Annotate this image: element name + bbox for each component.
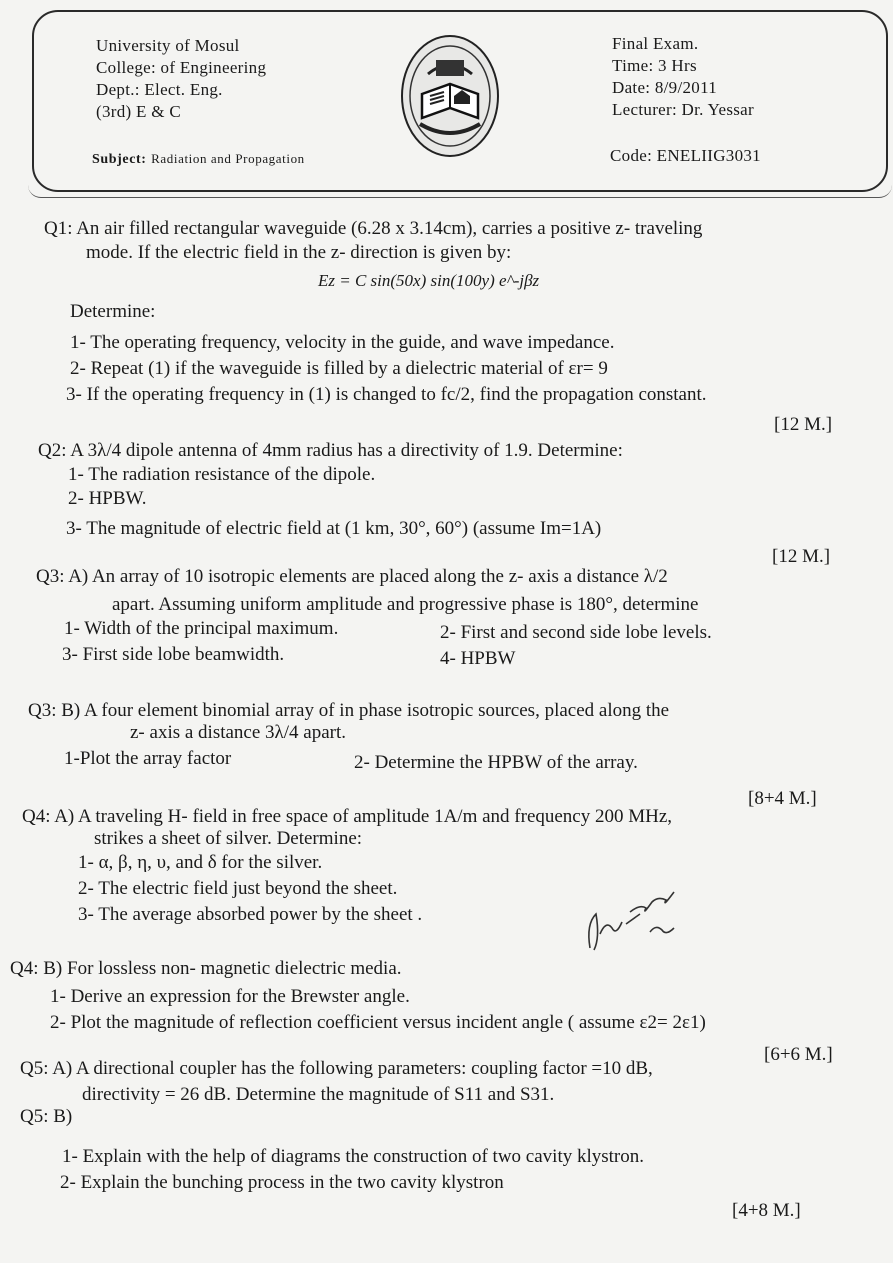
q5b-label: Q5: B)	[20, 1106, 73, 1127]
q1-determine: Determine:	[70, 301, 156, 322]
q1-marks: [12 M.]	[774, 414, 833, 435]
q5b-item-1: 1- Explain with the help of diagrams the construction of two cavity klystron.	[62, 1146, 645, 1167]
q3b-item-1: 1-Plot the array factor	[64, 748, 232, 769]
q3b-line2: z- axis a distance 3λ/4 apart.	[130, 722, 347, 743]
q4a-item-3: 3- The average absorbed power by the sheet .	[78, 904, 423, 925]
college-name: College: of Engineering	[96, 58, 267, 77]
q1-item-2: 2- Repeat (1) if the waveguide is filled by a dielectric material of εr= 9	[70, 358, 608, 379]
exam-time: Time: 3 Hrs	[612, 56, 697, 75]
lecturer: Lecturer: Dr. Yessar	[612, 100, 754, 119]
q1-item-1: 1- The operating frequency, velocity in the guide, and wave impedance.	[70, 332, 615, 353]
q3a-item-4: 4- HPBW	[440, 648, 516, 669]
q5b-marks: [4+8 M.]	[732, 1200, 801, 1221]
q3a-line1: Q3: A) An array of 10 isotropic elements are placed along the z- axis a distance λ/2	[36, 566, 668, 587]
q1-equation: Ez = C sin(50x) sin(100y) e^-jβz	[318, 271, 540, 290]
q4b-marks: [6+6 M.]	[764, 1044, 833, 1065]
university-logo	[400, 34, 500, 158]
q3a-line2: apart. Assuming uniform amplitude and progressive phase is 180°, determine	[112, 594, 699, 615]
handwritten-note	[582, 884, 692, 956]
q4a-item-2: 2- The electric field just beyond the sheet.	[78, 878, 398, 899]
q4b-item-2: 2- Plot the magnitude of reflection coefficient versus incident angle ( assume ε2= 2ε1)	[50, 1012, 706, 1033]
university-name: University of Mosul	[96, 36, 240, 55]
department: Dept.: Elect. Eng.	[96, 80, 223, 99]
q1-line2: mode. If the electric field in the z- direction is given by:	[86, 242, 512, 263]
class-year: (3rd) E & C	[96, 102, 181, 121]
q3a-item-1: 1- Width of the principal maximum.	[64, 618, 339, 639]
q5b-item-2: 2- Explain the bunching process in the two cavity klystron	[60, 1172, 504, 1193]
subject-name: Radiation and Propagation	[151, 151, 305, 166]
subject-label: Subject:	[92, 152, 147, 167]
course-code: Code: ENELIIG3031	[610, 146, 761, 165]
q3a-item-3: 3- First side lobe beamwidth.	[62, 644, 285, 665]
subject-line	[92, 148, 305, 168]
q3b-marks: [8+4 M.]	[748, 788, 817, 809]
q4b-item-1: 1- Derive an expression for the Brewster angle.	[50, 986, 410, 1007]
q2-marks: [12 M.]	[772, 546, 831, 567]
q2-line1: Q2: A 3λ/4 dipole antenna of 4mm radius has a directivity of 1.9. Determine:	[38, 440, 623, 461]
q2-item-2: 2- HPBW.	[68, 488, 147, 509]
q5a-line2: directivity = 26 dB. Determine the magnitude of S11 and S31.	[82, 1084, 555, 1105]
q2-item-3: 3- The magnitude of electric field at (1 km, 30°, 60°) (assume Im=1A)	[66, 518, 602, 539]
q4a-line2: strikes a sheet of silver. Determine:	[94, 828, 363, 849]
q1-line1: Q1: An air filled rectangular waveguide (6.28 x 3.14cm), carries a positive z- traveling	[44, 218, 703, 239]
q1-item-3: 3- If the operating frequency in (1) is changed to fc/2, find the propagation constant.	[66, 384, 707, 405]
q3a-item-2: 2- First and second side lobe levels.	[440, 622, 712, 643]
q4b-line1: Q4: B) For lossless non- magnetic dielectric media.	[10, 958, 402, 979]
q3b-line1: Q3: B) A four element binomial array of in phase isotropic sources, placed along the	[28, 700, 670, 721]
exam-date: Date: 8/9/2011	[612, 78, 718, 97]
q5a-line1: Q5: A) A directional coupler has the following parameters: coupling factor =10 dB,	[20, 1058, 653, 1079]
q2-item-1: 1- The radiation resistance of the dipole.	[68, 464, 376, 485]
q4a-item-1: 1- α, β, η, υ, and δ for the silver.	[78, 852, 323, 873]
q3b-item-2: 2- Determine the HPBW of the array.	[354, 752, 638, 773]
exam-type: Final Exam.	[612, 34, 699, 53]
q4a-line1: Q4: A) A traveling H- field in free space of amplitude 1A/m and frequency 200 MHz,	[22, 806, 673, 827]
